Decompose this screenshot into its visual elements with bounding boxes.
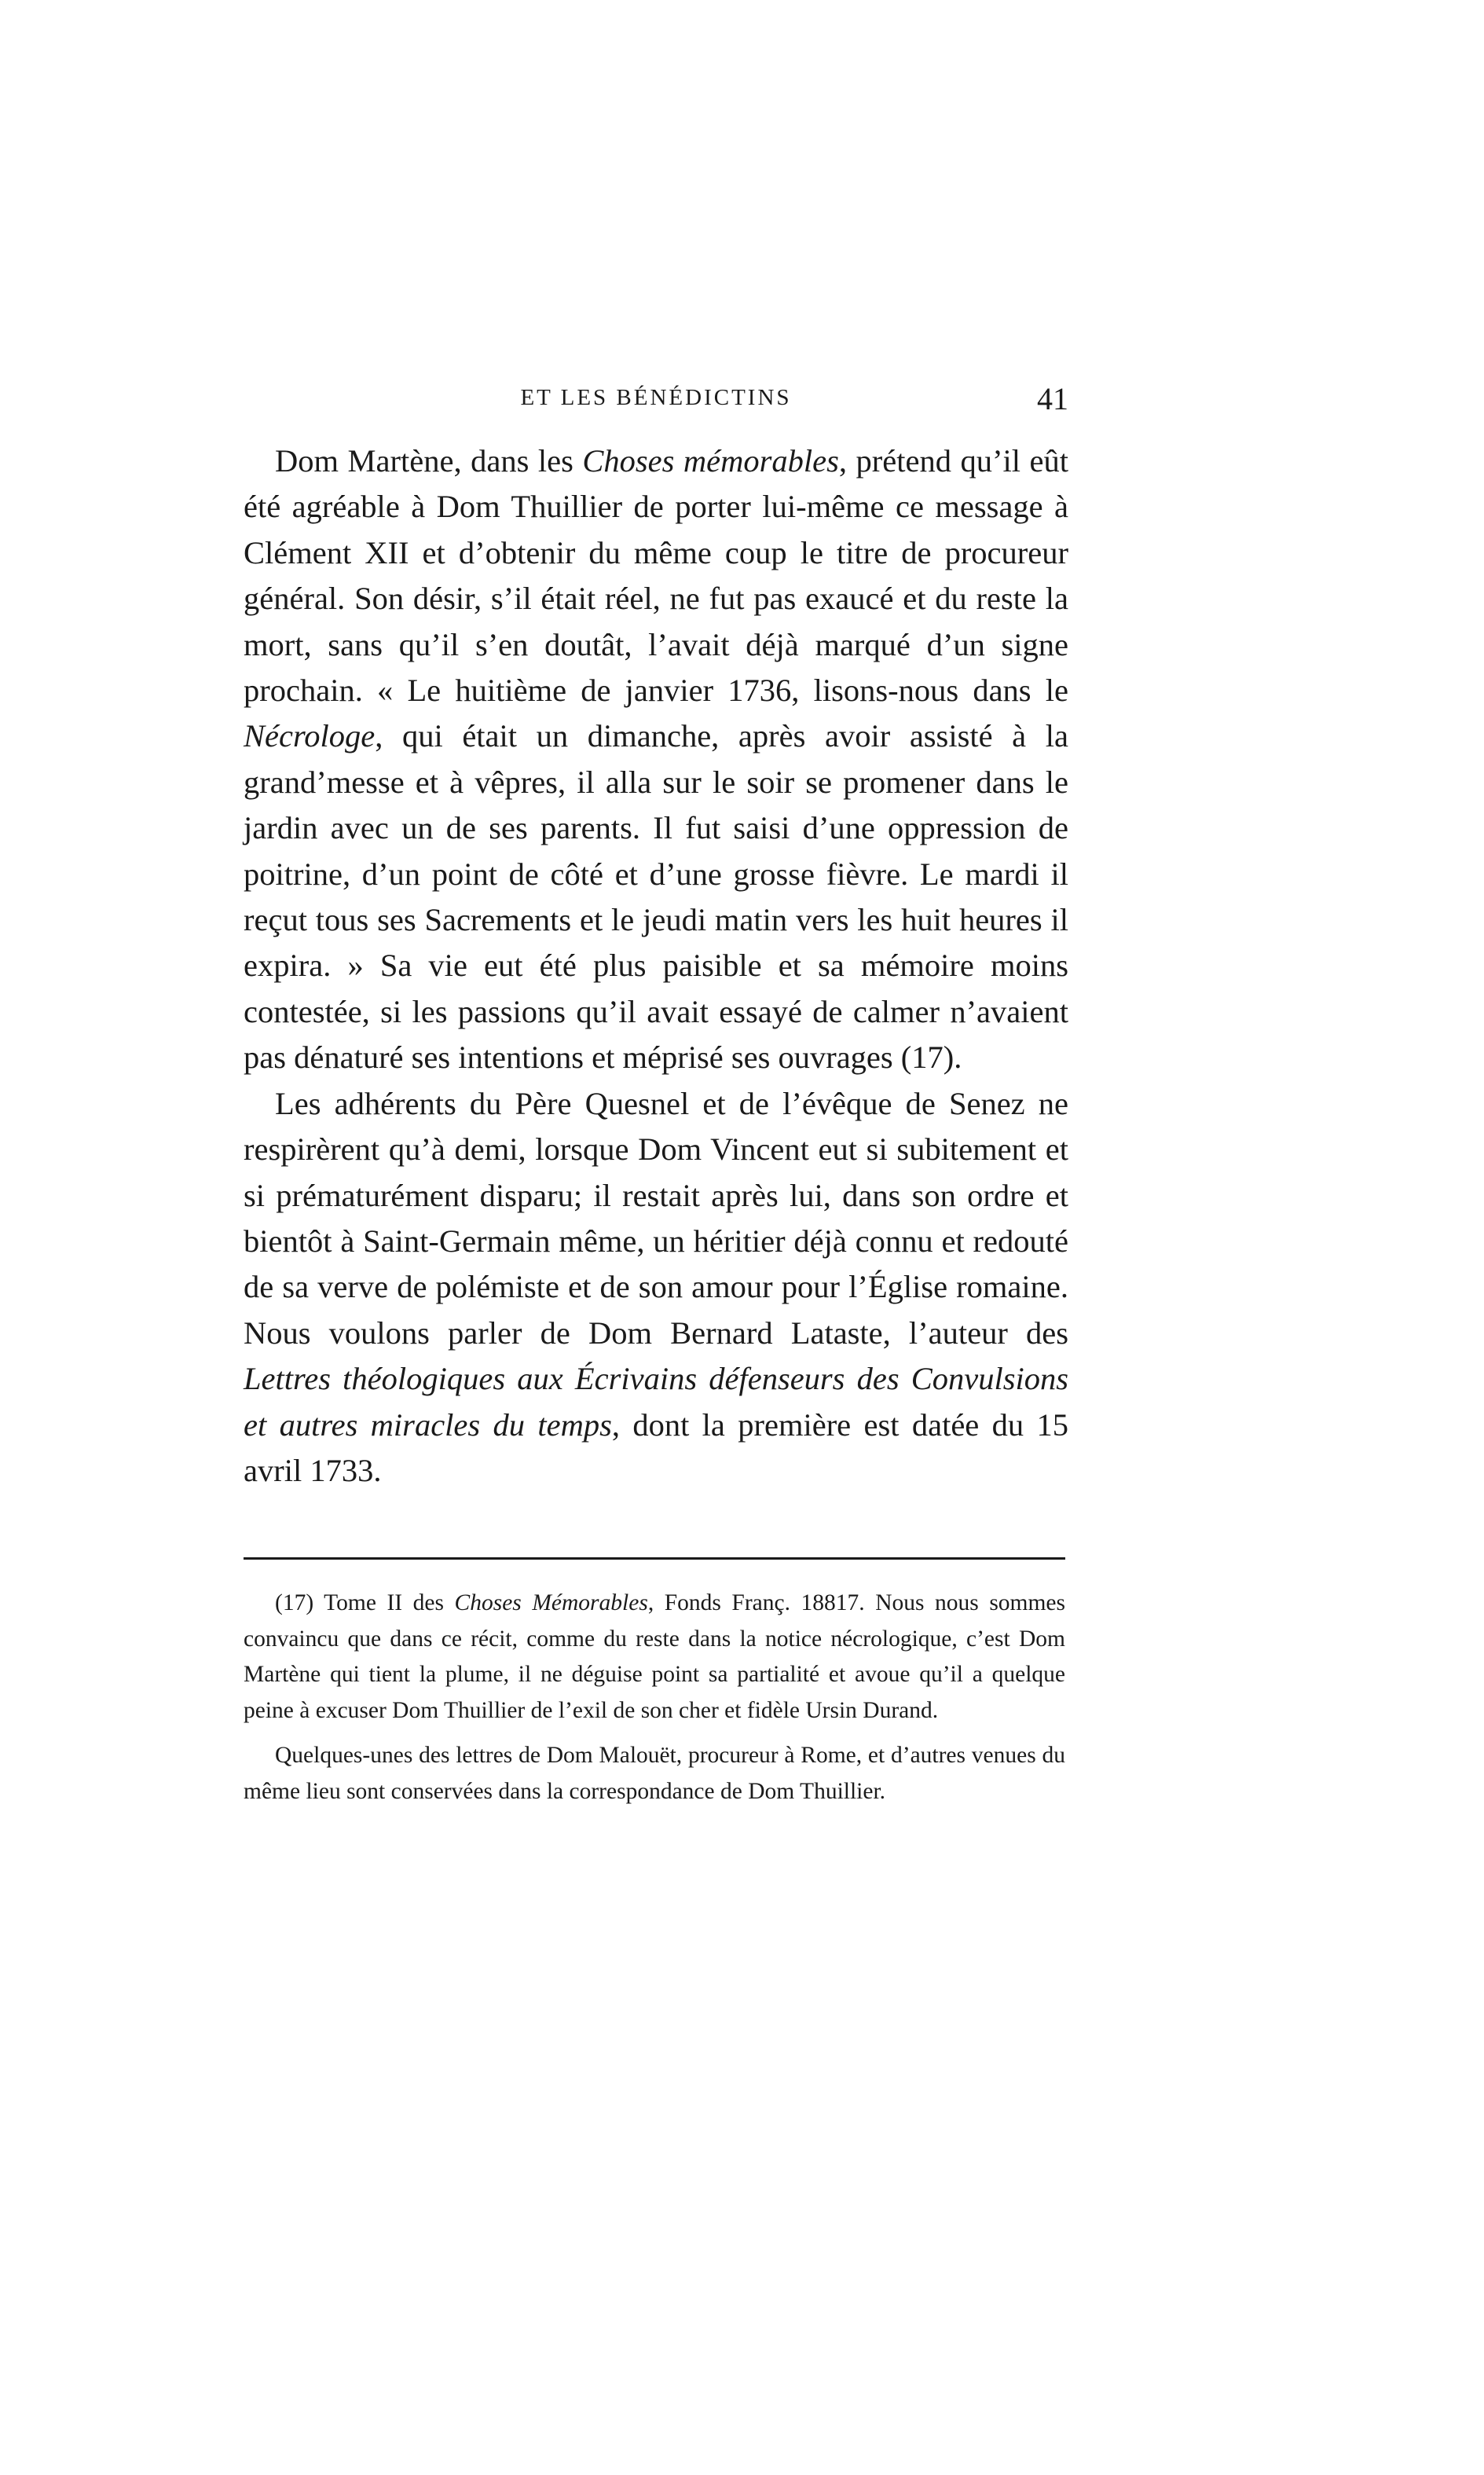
footnote: [244, 1738, 1065, 1810]
text-segment: Les adhérents du Père Quesnel et de l’évêque de Senez ne respirèrent qu’à demi, lorsque Dom Vincent eut si subitement et si prématurément disparu; il restait après lui, dans son ordre et bientôt à Saint-Germain même, un héritier déjà connu et redouté de sa verve de polémiste et de son amour pour l’Église romaine. Nous voulons parler de Dom Bernard Lataste, l’auteur des: [244, 1085, 1068, 1351]
paragraph: [244, 438, 1068, 1081]
running-title: ET LES BÉNÉDICTINS: [520, 385, 792, 410]
body-text: [244, 438, 1068, 1494]
text-segment: (17) Tome II des: [275, 1590, 455, 1615]
footnote-rule: [244, 1557, 1065, 1560]
title-italic: Nécrologe: [244, 718, 376, 754]
text-segment: , dont la première est datée du 15 avril 1733.: [244, 1406, 1068, 1488]
page-number: 41: [1037, 381, 1068, 416]
text-segment: Dom Martène, dans les: [275, 443, 583, 478]
running-head: [244, 380, 1068, 427]
title-italic: Lettres théologiques aux Écrivains défenseurs des Convulsions et autres miracles du temps: [244, 1361, 1068, 1443]
footnote: [244, 1586, 1065, 1729]
text-segment: , qui était un dimanche, après avoir assisté à la grand’messe et à vêpres, il alla sur le soir se promener dans le jardin avec un de ses parents. Il fut saisi d’une oppression de poitrine, d’un point de côté et d’une grosse fièvre. Le mardi il reçut tous ses Sacrements et le jeudi matin vers les huit heures il expira. » Sa vie eut été plus paisible et sa mémoire moins contestée, si les passions qu’il avait essayé de calmer n’avaient pas dénaturé ses intentions et méprisé ses ouvrages (17).: [244, 718, 1068, 1076]
paragraph: [244, 1081, 1068, 1494]
text-segment: , Fonds Franç. 18817. Nous nous sommes convaincu que dans ce récit, comme du reste dans la notice nécrologique, c’est Dom Martène qui tient la plume, il ne déguise point sa partialité et avoue qu’il a quelque peine à excuser Dom Thuillier de l’exil de son cher et fidèle Ursin Durand.: [244, 1590, 1066, 1723]
text-segment: , prétend qu’il eût été agréable à Dom Thuillier de porter lui-même ce message à Clément XII et d’obtenir du même coup le titre de procureur général. Son désir, s’il était réel, ne fut pas exaucé et du reste la mort, sans qu’il s’en doutât, l’avait déjà marqué d’un signe prochain. « Le huitième de janvier 1736, lisons-nous dans le: [244, 443, 1068, 709]
title-italic: Choses mémorables: [582, 443, 839, 478]
text-segment: Quelques-unes des lettres de Dom Malouët, procureur à Rome, et d’autres venues du même lieu sont conservées dans la correspondance de Dom Thuillier.: [244, 1743, 1065, 1804]
footnotes: [244, 1586, 1065, 1810]
title-italic: Choses Mémorables: [454, 1590, 648, 1615]
